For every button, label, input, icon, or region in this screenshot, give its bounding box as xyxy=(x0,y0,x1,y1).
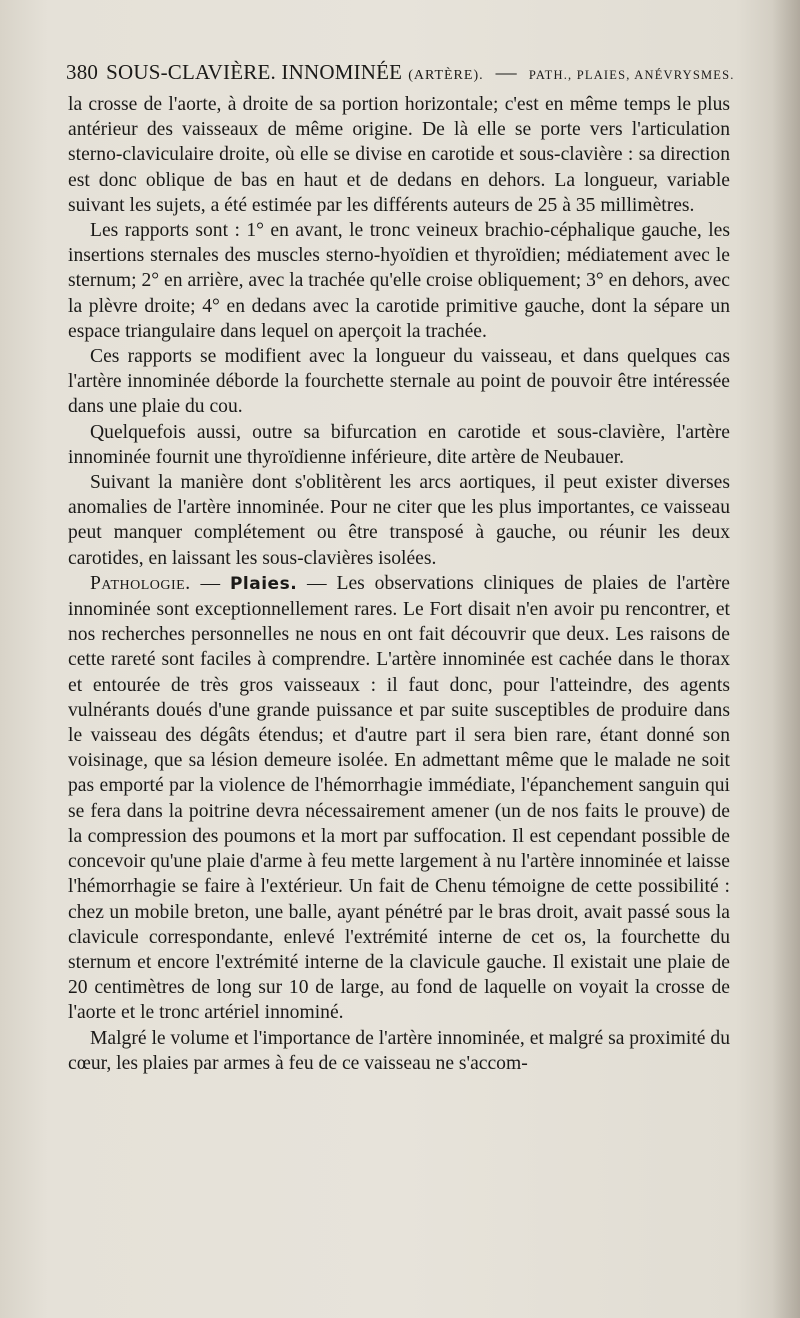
paragraph-pathology xyxy=(68,571,730,1026)
paragraph-4: Quelquefois aussi, outre sa bifurcation en carotide et sous-clavière, l'artère innominée fournit une thyroïdienne inférieure, dite artère de Neubauer. xyxy=(68,421,730,468)
paragraph-1: la crosse de l'aorte, à droite de sa portion horizontale; c'est en même temps le plus antérieur des vaisseaux de même origine. De là elle se porte vers l'articulation sterno-claviculaire droite, où elle se divise en carotide et sous-clavière : sa direction est donc oblique de bas en haut et de dedans en dehors. La longueur, variable suivant les sujets, a été estimée par les différents auteurs de 25 à 35 millimètres. xyxy=(68,94,730,216)
running-header xyxy=(66,60,735,90)
paragraph-3: Ces rapports se modifient avec la longueur du vaisseau, et dans quelques cas l'artère innominée déborde la fourchette sternale au point de pouvoir être intéressée dans une plaie du cou. xyxy=(68,346,730,418)
header-subtitle: (ARTÈRE). xyxy=(408,68,484,83)
paragraph-2: Les rapports sont : 1° en avant, le tronc veineux brachio-céphalique gauche, les insertions sternales des muscles sterno-hyoïdien et thyroïdien; médiatement avec le sternum; 2° en arrière, avec la trachée qu'elle croise obliquement; 3° en dehors, avec la plèvre droite; 4° en dedans avec la carotide primitive gauche, dont la sépare un espace triangulaire dans lequel on aperçoit la trachée. xyxy=(68,220,730,342)
header-section: PATH., PLAIES, ANÉVRYSMES. xyxy=(528,68,735,82)
body-text xyxy=(68,92,730,1076)
header-title: SOUS-CLAVIÈRE. INNOMINÉE xyxy=(106,60,403,84)
page-edge-shadow xyxy=(772,0,800,1318)
section-heading: Plaies. xyxy=(229,573,298,594)
page-number: 380 xyxy=(66,60,99,84)
paragraph-5: Suivant la manière dont s'oblitèrent les arcs aortiques, il peut exister diverses anomalies de l'artère innominée. Pour ne citer que les plus importantes, ce vaisseau peut manquer complétement ou être transposé à gauche, ou réunir les deux carotides, en laissant les sous-clavières isolées. xyxy=(68,472,730,569)
pathology-text: — Les observations cliniques de plaies de l'artère innominée sont exceptionnellement rares. Le Fort disait n'en avoir pu rencontrer, et nos recherches personnelles ne nous en ont fait découvrir que deux. Les raisons de cette rareté sont faciles à comprendre. L'artère innominée est cachée dans le thorax et entourée de très gros vaisseaux : il faut donc, pour l'atteindre, des agents vulnérants doués d'une grande puissance et par suite susceptibles de produire dans le vaisseau des dégâts étendus; et d'autre part il sera bien rare, étant donné son voisinage, que sa lésion demeure isolée. En admettant même que le malade ne soit pas emporté par la violence de l'hémorrhagie immédiate, l'épanchement sanguin qui se fera dans la poitrine devra nécessairement amener (un de nos faits le prouve) de la compression des poumons et la mort par suffocation. Il est cependant possible de concevoir qu'une plaie d'arme à feu mette largement à nu l'artère innominée et laisse l'hémorrhagie se faire à l'extérieur. Un fait de Chenu témoigne de cette possibilité : chez un mobile breton, une balle, ayant pénétré par le bras droit, avait passé sous la clavicule correspondante, enlevé l'extrémité interne de cet os, la fourchette du sternum et encore l'extrémité interne de la clavicule gauche. Il existait une plaie de 20 centimètres de long sur 10 de large, au fond de laquelle on voyait la crosse de l'aorte et le tronc artériel innominé. xyxy=(68,572,731,1024)
section-dash: — xyxy=(200,572,221,594)
paragraph-7: Malgré le volume et l'importance de l'artère innominée, et malgré sa proximité du cœur, les plaies par armes à feu de ce vaisseau ne s'accom- xyxy=(68,1027,730,1074)
header-dash: — xyxy=(495,60,517,84)
section-label: Pathologie. xyxy=(90,572,191,594)
